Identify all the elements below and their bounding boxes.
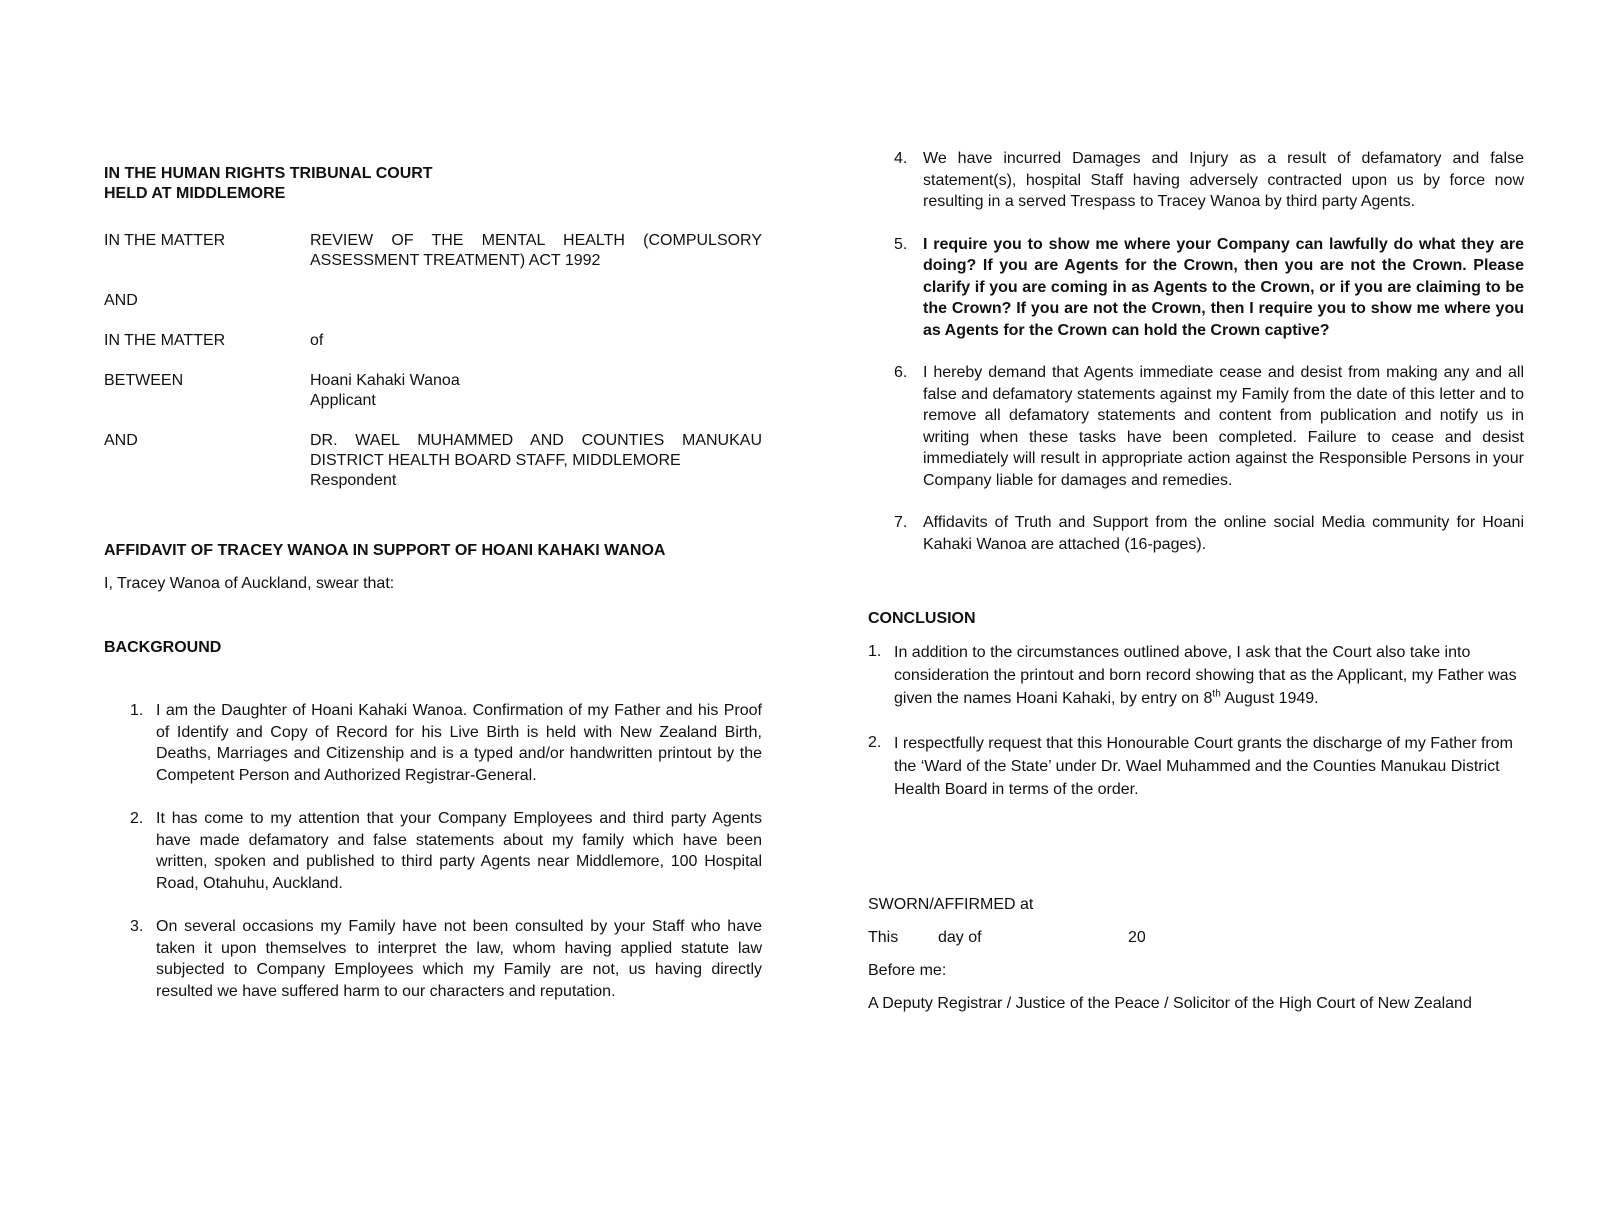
item-text: I respectfully request that this Honourable Court grants the discharge of my Father from the ‘Ward of the State’ under Dr. Wael Muhammed and the Counties Manukau District Health Board in terms of the order. [894,735,1513,798]
court-header-line-2: HELD AT MIDDLEMORE [104,185,286,202]
conclusion-list [868,641,1524,801]
item-number: 2. [868,734,882,751]
official-title-line: A Deputy Registrar / Justice of the Peace / Solicitor of the High Court of New Zealand [868,995,1472,1012]
list-item [894,512,1524,555]
item-number: 7. [894,514,908,531]
item-text: We have incurred Damages and Injury as a result of defamatory and false statement(s), hospital Staff having adversely contracted upon us by force now resulting in a served Trespass to Tracey Wanoa by third party Agents. [923,150,1524,210]
matter-row [104,371,762,411]
matter-label: BETWEEN [104,372,184,389]
list-item [130,916,762,1002]
matter-label: AND [104,432,138,449]
sworn-line: SWORN/AFFIRMED at [868,896,1034,913]
matter-table [104,231,762,491]
item-text: Affidavits of Truth and Support from the online social Media community for Hoani Kahaki Wanoa are attached (16-pages). [923,514,1524,553]
list-item [868,641,1524,710]
matter-value-line: Hoani Kahaki Wanoa [310,372,460,389]
background-heading: BACKGROUND [104,639,222,656]
background-list [130,700,762,1002]
court-header-line-1: IN THE HUMAN RIGHTS TRIBUNAL COURT [104,165,433,182]
item-number: 1. [868,643,882,660]
item-text: I hereby demand that Agents immediate cease and desist from making any and all false and defamatory statements against my Family from the date of this letter and to remove all defamatory statements and content from publication and notify us in writing when these tasks have been completed. Failure to cease and desist immediately will result in appropriate action against the Responsible Persons in your Company liable for damages and remedies. [923,364,1524,489]
item-text: It has come to my attention that your Company Employees and third party Agents have made defamatory and false statements about my family which have been written, spoken and published to third party Agents near Middlemore, 100 Hospital Road, Otahuhu, Auckland. [156,810,762,892]
matter-value-line: DR. WAEL MUHAMMED AND COUNTIES MANUKAU [310,432,762,449]
matter-row [104,431,762,491]
matter-value [310,371,762,411]
list-item [894,234,1524,342]
item-text: I am the Daughter of Hoani Kahaki Wanoa. Confirmation of my Father and his Proof of Identify and Copy of Record for his Live Birth is held with New Zealand Birth, Deaths, Marriages and Citizenship and is a typed and/or handwritten printout by the Competent Person and Authorized Registrar-General. [156,702,762,784]
list-item [130,700,762,786]
item-number: 4. [894,150,908,167]
matter-value-line: DISTRICT HEALTH BOARD STAFF, MIDDLEMORE [310,452,681,469]
oath-line: I, Tracey Wanoa of Auckland, swear that: [104,575,395,592]
date-this-label: This [868,929,899,946]
matter-value-line: REVIEW OF THE MENTAL HEALTH (COMPULSORY [310,232,762,249]
matter-row [104,231,762,271]
list-item [130,808,762,894]
matter-label: IN THE MATTER [104,332,226,349]
matter-label: AND [104,292,138,309]
before-me-line: Before me: [868,962,947,979]
matter-value-line: Applicant [310,392,376,409]
matter-row [104,331,762,351]
item-number: 6. [894,364,908,381]
list-item [868,732,1524,801]
item-text-part: In addition to the circumstances outlined above, I ask that the Court also take into consideration the printout and born record showing that as the Applicant, my Father was given the names Hoani Kahaki, by entry on 8 [894,644,1517,707]
matter-label: IN THE MATTER [104,232,226,249]
list-item [894,148,1524,213]
date-line [868,928,1524,948]
ordinal-suffix: th [1212,688,1221,700]
date-year-label: 20 [1128,929,1146,946]
continued-list [894,148,1524,555]
item-text: I require you to show me where your Company can lawfully do what they are doing? If you are Agents for the Crown, then you are not the Crown. Please clarify if you are coming in as Agents to the Crown, or if you are claiming to be the Crown? If you are not the Crown, then I require you to show me where you as Agents for the Crown can hold the Crown captive? [923,235,1524,339]
date-day-of-label: day of [938,929,982,946]
matter-value [310,431,762,491]
item-number: 3. [130,918,144,935]
matter-value: of [310,332,324,349]
matter-value [310,231,762,271]
item-text [894,641,1524,710]
matter-value-line: Respondent [310,472,397,489]
left-page-column [104,164,762,1002]
matter-value-line: ASSESSMENT TREATMENT) ACT 1992 [310,252,601,269]
matter-row [104,291,762,311]
matter-value [310,291,762,311]
list-item [894,362,1524,491]
conclusion-heading: CONCLUSION [868,610,976,627]
item-text-part: August 1949. [1220,690,1319,707]
affidavit-title: AFFIDAVIT OF TRACEY WANOA IN SUPPORT OF HOANI KAHAKI WANOA [104,542,666,559]
item-text: On several occasions my Family have not been consulted by your Staff who have taken it upon themselves to interpret the law, whom having applied statute law subjected to Company Employees which my Family are not, us having directly resulted we have suffered harm to our characters and reputation. [156,918,762,1000]
right-page-column [868,148,1524,1014]
item-number: 1. [130,702,144,719]
court-header [104,164,762,204]
item-number: 5. [894,235,908,253]
item-number: 2. [130,810,144,827]
